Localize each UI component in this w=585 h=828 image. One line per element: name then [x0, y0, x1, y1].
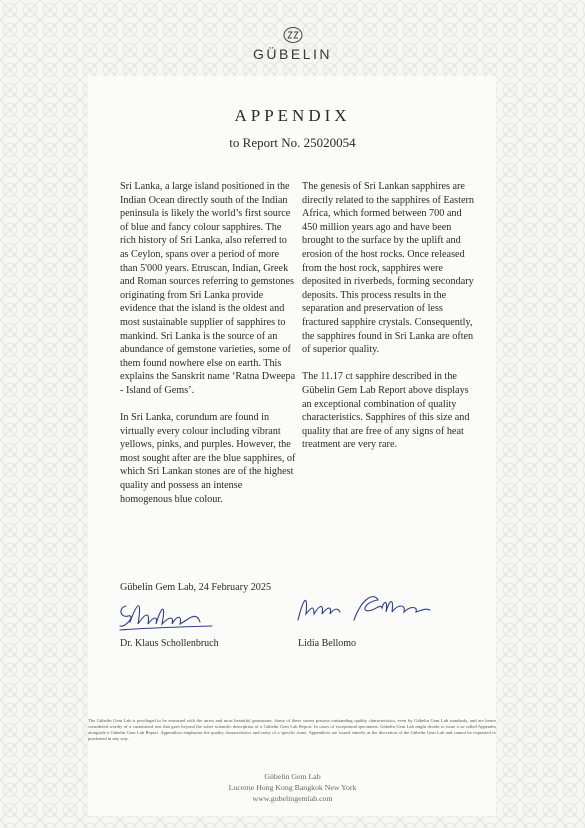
gubelin-monogram-icon: [282, 26, 304, 44]
paragraph: In Sri Lanka, corundum are found in virtually every colour including vibrant yellows, pinks, and purples. However, the most sought after are the blue sapphires, of which Sri Lankan stones are of the highest quality and possess an intense homogenous blue colour.: [120, 412, 296, 505]
footer: [0, 771, 585, 804]
disclaimer-text: The Gübelin Gem Lab is privileged to be entrusted with the rarest and most beautiful gemstones. Some of these stones possess outstanding quality characteristics, even by Gübelin Gem Lab standards, and are hence considered worthy of a customised text that goes beyond the sober scientific description of a Gübelin Gem Lab Report. In cases of exceptional specimens, Gübelin Gem Lab might decide to issue a so-called Appendix alongside a Gübelin Gem Lab Report. Appendices emphasise the quality characteristics and rarity of a specific stone. Appendices are issued entirely at the discretion of the Gübelin Gem Lab and cannot be requested or purchased in any way.: [88, 718, 496, 741]
signatory-name: Lidia Bellomo: [298, 638, 357, 649]
footer-lab-name: Gübelin Gem Lab: [264, 772, 321, 781]
place-and-date: Gübelin Gem Lab, 24 February 2025: [120, 582, 272, 593]
brand-name: GÜBELIN: [253, 46, 332, 62]
document-title: APPENDIX: [234, 106, 351, 125]
paragraph: The 11.17 ct sapphire described in the Gübelin Gem Lab Report above displays an exceptional combination of quality characteristics. Sapphires of this size and quality that are free of any signs of heat treatment are very rare.: [302, 371, 470, 451]
gubelin-logo: [0, 26, 585, 62]
paragraph: Sri Lanka, a large island positioned in the Indian Ocean directly south of the Indian peninsula is likely the world’s first source of blue and fancy colour sapphires. The rich history of Sri Lanka, also referred to as Ceylon, spans over a period of more than 5'000 years. Etruscan, Indian, Greek and Roman sources referring to gemstones originating from Sri Lanka provide evidence that the island is the oldest and most sustainable supplier of sapphires to mankind. Sri Lanka is the source of an abundance of gemstone varieties, some of them found nowhere else on earth. This explains the Sanskrit name ‘Ratna Dweepa - Island of Gems’.: [120, 181, 296, 396]
signature-bellomo: [294, 590, 434, 626]
signature-schollenbruch: [116, 598, 216, 634]
right-column: [302, 180, 478, 465]
left-column: [120, 180, 296, 520]
footer-locations: Lucerne Hong Kong Bangkok New York: [228, 783, 357, 792]
paragraph: The genesis of Sri Lankan sapphires are directly related to the sapphires of Eastern Africa, which formed between 700 and 450 million years ago and have been brought to the surface by the uplift and erosion of the host rocks. Once released from the host rock, sapphires were deposited in riverbeds, forming secondary deposits. This process results in the separation and preservation of less fractured sapphire crystals. Consequently, the sapphires found in Sri Lanka are often of superior quality.: [302, 181, 474, 356]
report-reference: to Report No. 25020054: [229, 135, 356, 150]
signatory-name: Dr. Klaus Schollenbruch: [120, 638, 219, 649]
footer-website-link[interactable]: www.gubelingemlab.com: [252, 794, 333, 803]
